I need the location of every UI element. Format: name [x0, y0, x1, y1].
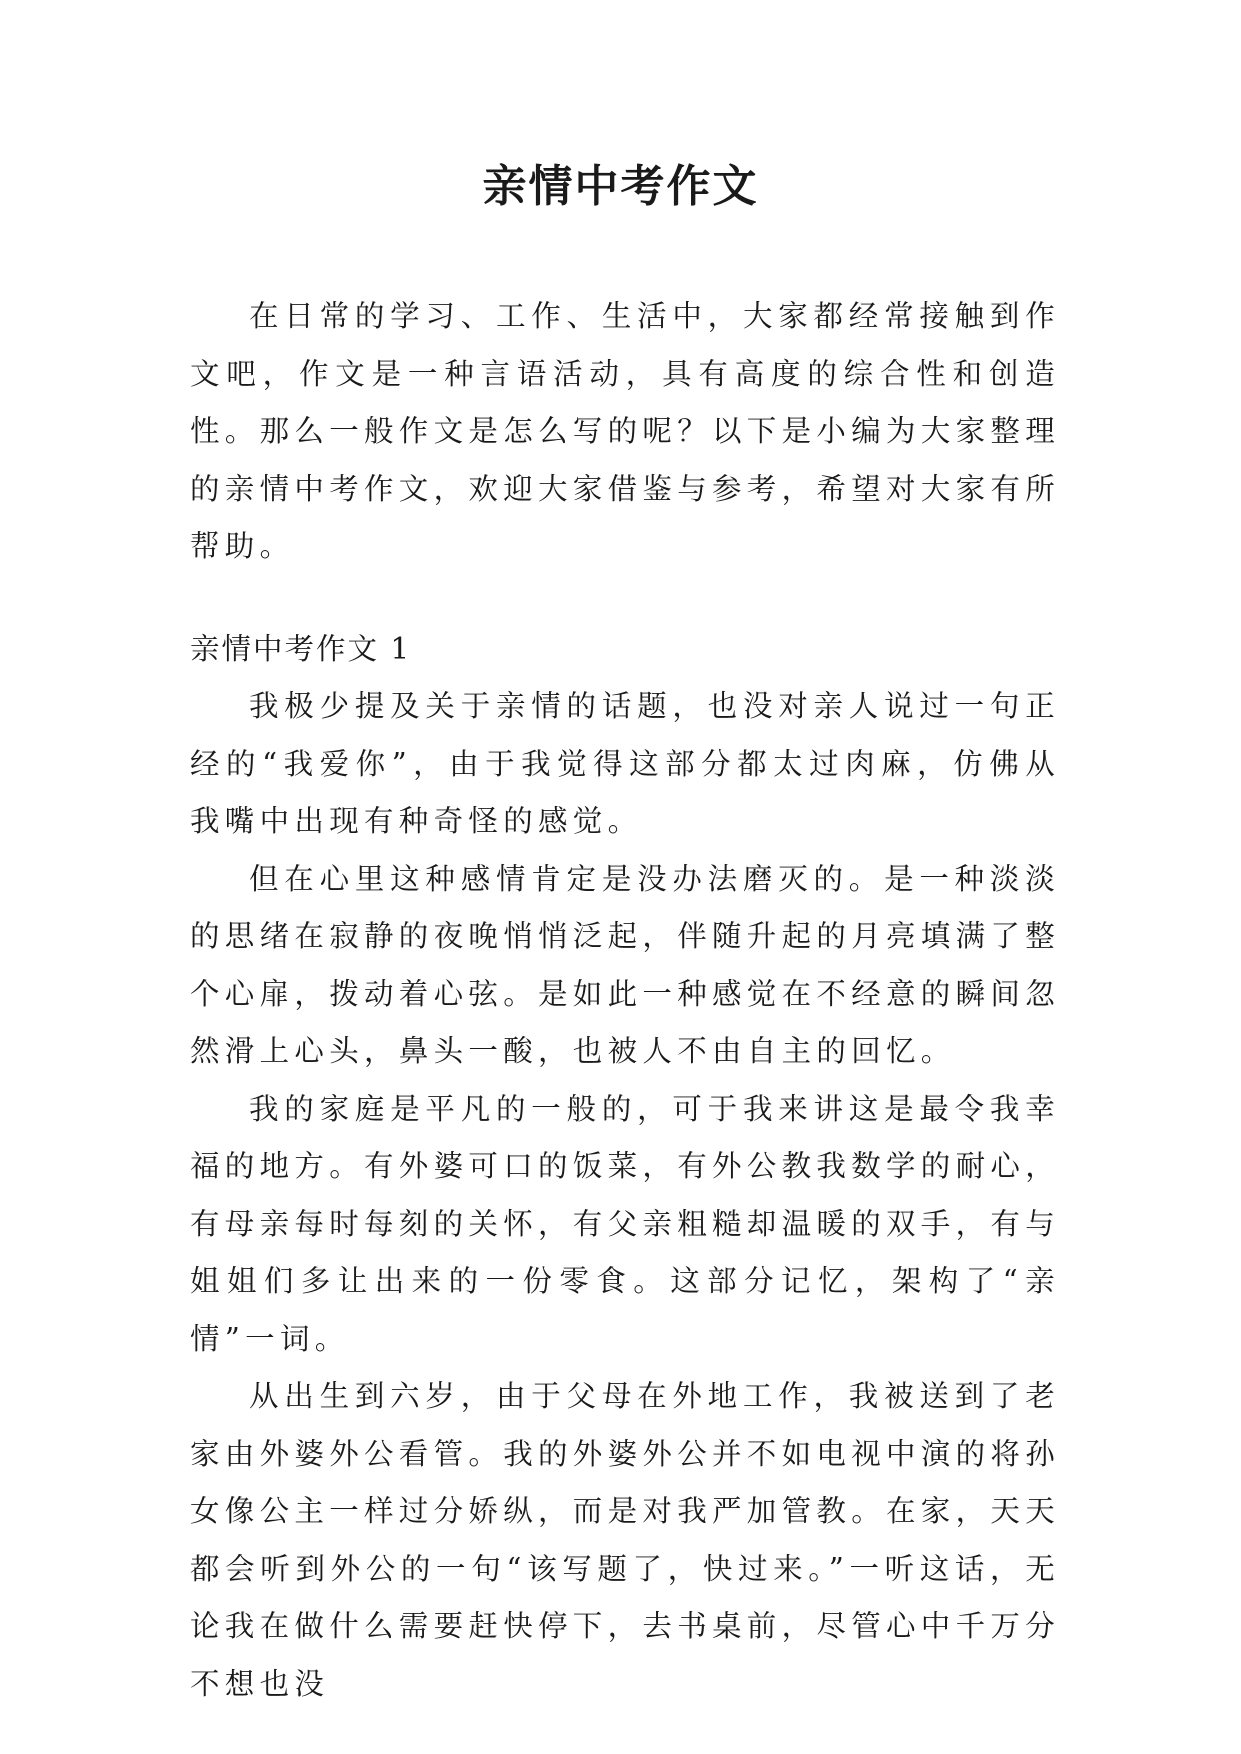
intro-paragraph: 在日常的学习、工作、生活中，大家都经常接触到作文吧，作文是一种言语活动，具有高度的综合性和创造性。那么一般作文是怎么写的呢？以下是小编为大家整理的亲情中考作文，欢迎大家借鉴与参考，希望对大家有所帮助。: [190, 299, 1061, 563]
document-title: 亲情中考作文: [482, 161, 759, 212]
essay-section: [190, 621, 1060, 1714]
essay-paragraph: 从出生到六岁，由于父母在外地工作，我被送到了老家由外婆外公看管。我的外婆外公并不如电视中演的将孙女像公主一样过分娇纵，而是对我严加管教。在家，天天都会听到外公的一句“该写题了，快过来。”一听这话，无论我在做什么需要赶快停下，去书桌前，尽管心中千万分不想也没: [190, 1379, 1061, 1701]
document-body: [190, 288, 1060, 1713]
essay-paragraph: 我的家庭是平凡的一般的，可于我来讲这是最令我幸福的地方。有外婆可口的饭菜，有外公教我数学的耐心，有母亲每时每刻的关怀，有父亲粗糙却温暖的双手，有与姐姐们多让出来的一份零食。这部分记忆，架构了“亲情”一词。: [190, 1091, 1061, 1356]
essay-paragraph: 我极少提及关于亲情的话题，也没对亲人说过一句正经的“我爱你”，由于我觉得这部分都太过肉麻，仿佛从我嘴中出现有种奇怪的感觉。: [190, 689, 1060, 838]
essay-paragraph: 但在心里这种感情肯定是没办法磨灭的。是一种淡淡的思绪在寂静的夜晚悄悄泛起，伴随升起的月亮填满了整个心扉，拨动着心弦。是如此一种感觉在不经意的瞬间忽然滑上心头，鼻头一酸，也被人不由自主的回忆。: [190, 861, 1061, 1068]
section-heading: 亲情中考作文 1: [190, 631, 412, 666]
